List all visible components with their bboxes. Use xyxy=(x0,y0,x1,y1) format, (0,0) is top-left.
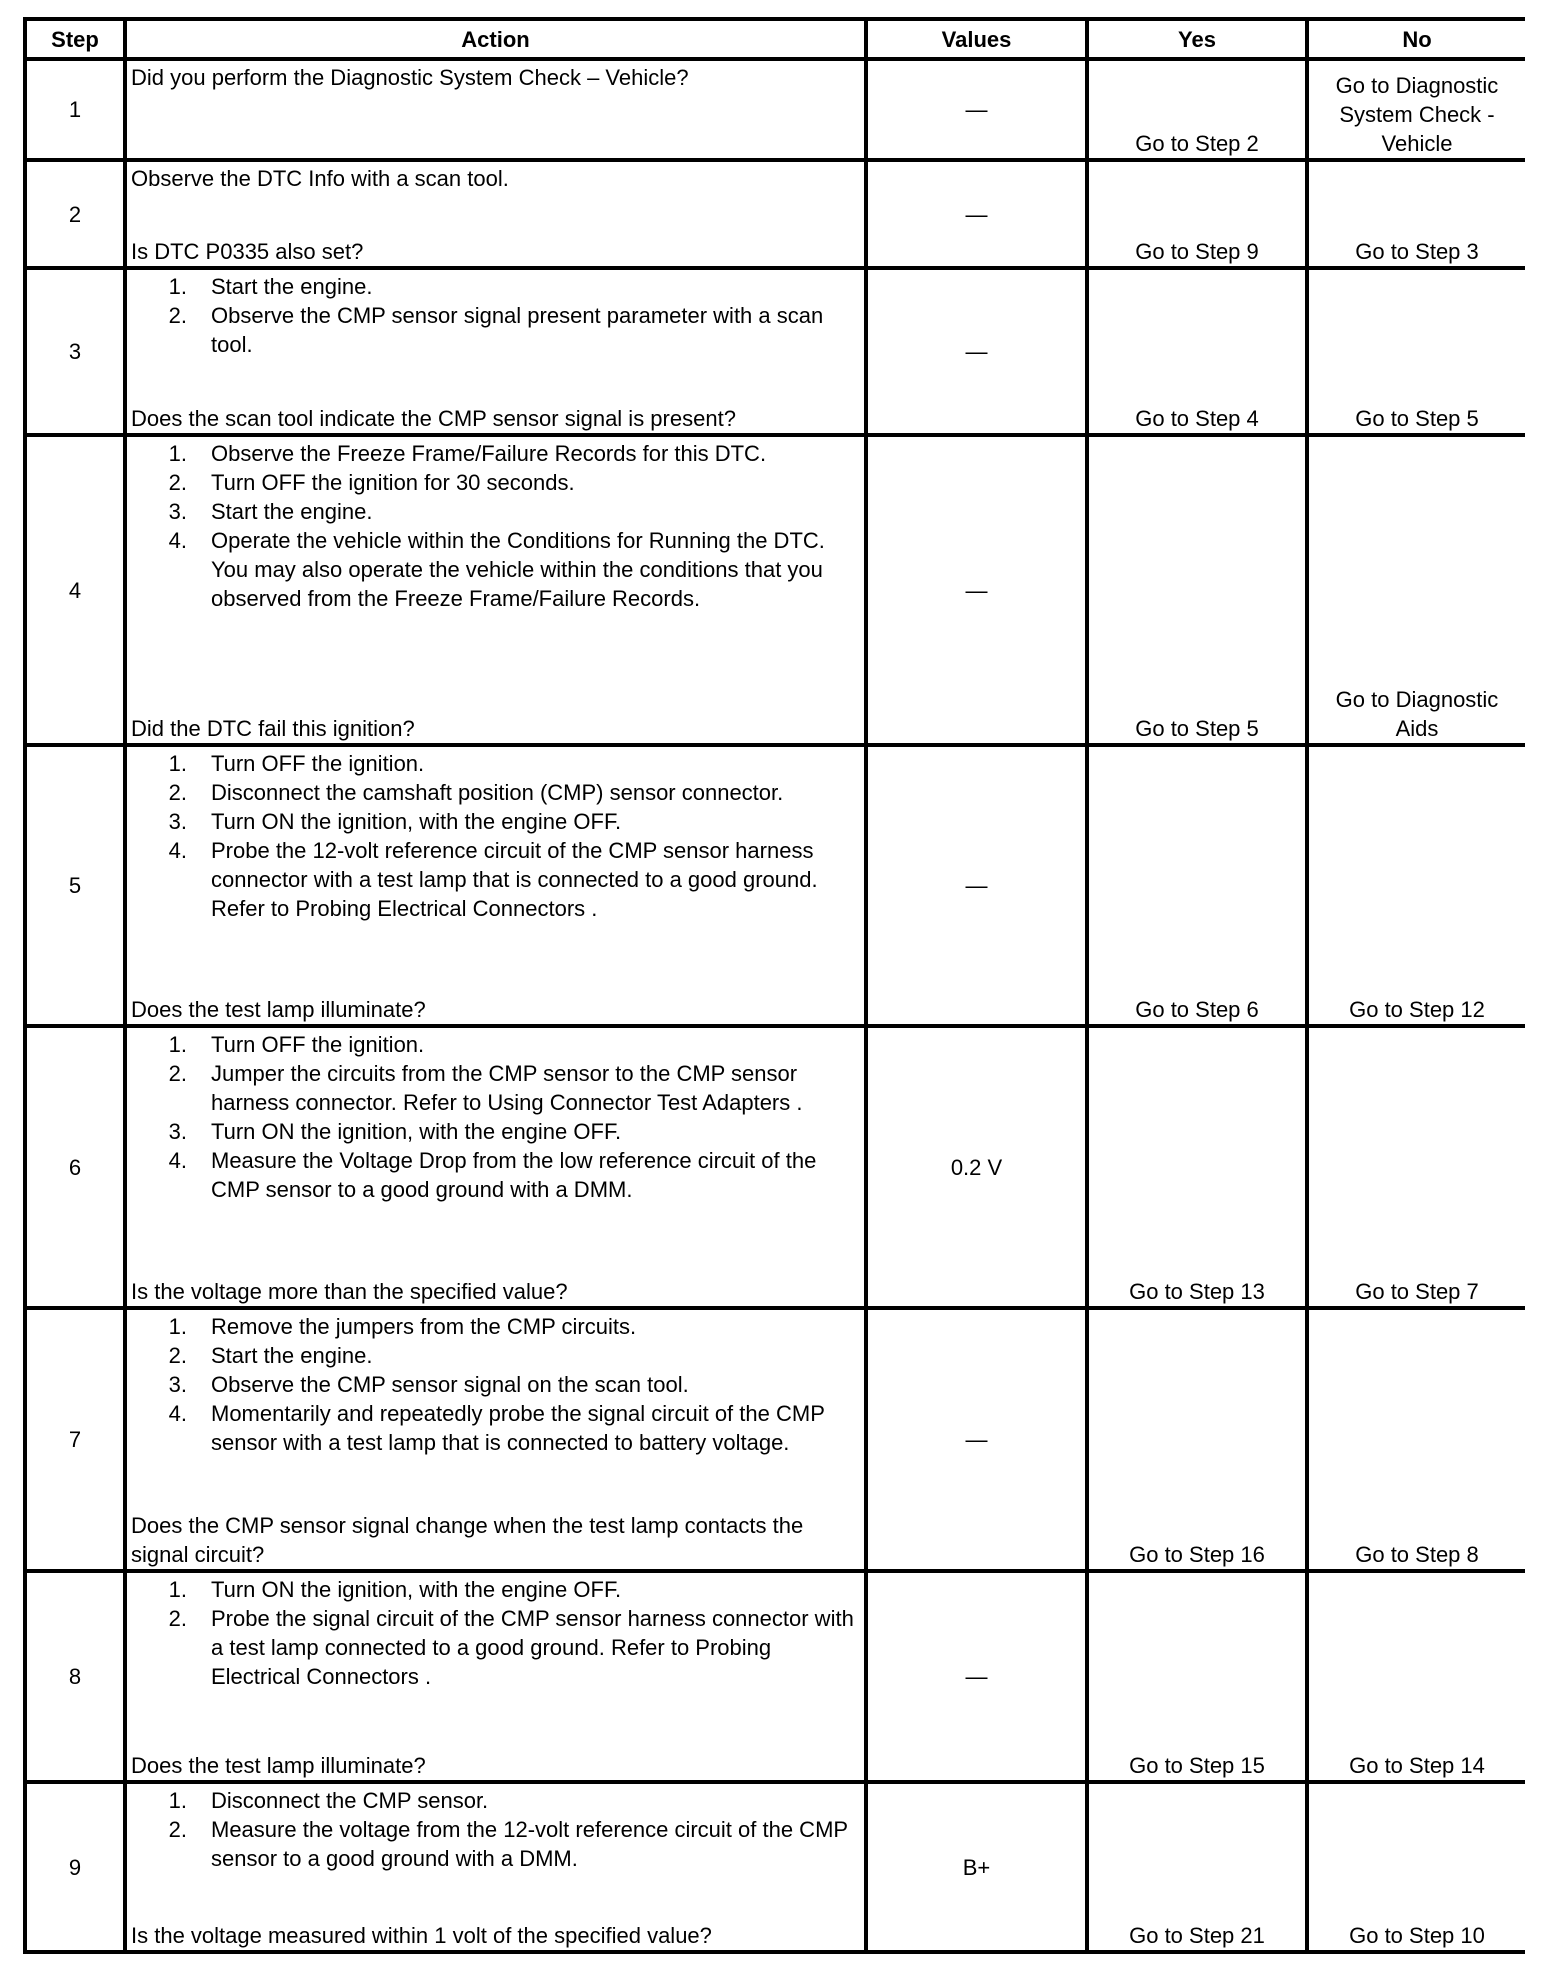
no-result xyxy=(1309,1310,1525,1569)
step-number: 5 xyxy=(27,747,123,1024)
action-steps xyxy=(131,272,860,359)
item-number: 4. xyxy=(168,1401,187,1426)
item-number: 1. xyxy=(168,1788,187,1813)
action-list-item xyxy=(131,468,860,497)
item-text: Start the engine. xyxy=(211,274,373,299)
action-list-item xyxy=(131,439,860,468)
yes-result xyxy=(1089,1028,1305,1306)
action-steps xyxy=(131,439,860,613)
no-result xyxy=(1309,162,1525,266)
item-number: 2. xyxy=(168,303,187,328)
step-number: 1 xyxy=(27,61,123,158)
item-text: Measure the Voltage Drop from the low reference circuit of the CMP sensor to a good ground with a DMM. xyxy=(211,1148,817,1202)
action-steps xyxy=(131,749,860,923)
yes-result xyxy=(1089,162,1305,266)
action-list-item xyxy=(131,497,860,526)
yes-result xyxy=(1089,1784,1305,1950)
item-number: 1. xyxy=(168,751,187,776)
no-link[interactable]: Go to Step 10 xyxy=(1349,1923,1485,1948)
action-list-item xyxy=(131,1117,860,1146)
yes-link[interactable]: Go to Step 5 xyxy=(1135,716,1259,741)
item-text: Operate the vehicle within the Conditions for Running the DTC. You may also operate the vehicle within the conditions that you observed from the Freeze Frame/Failure Records. xyxy=(211,528,825,611)
value-cell: — xyxy=(868,61,1085,158)
item-text: Start the engine. xyxy=(211,499,373,524)
action-question: Is the voltage measured within 1 volt of the specified value? xyxy=(131,1923,712,1948)
item-text: Turn ON the ignition, with the engine OFF. xyxy=(211,1577,622,1602)
no-result xyxy=(1309,61,1525,158)
action-question: Did the DTC fail this ignition? xyxy=(131,716,415,741)
header-action: Action xyxy=(127,21,864,57)
item-text: Disconnect the camshaft position (CMP) sensor connector. xyxy=(211,780,784,805)
no-link[interactable]: Go to Step 3 xyxy=(1355,239,1479,264)
action-question: Does the test lamp illuminate? xyxy=(131,997,426,1022)
item-text: Start the engine. xyxy=(211,1343,373,1368)
no-result xyxy=(1309,1573,1525,1780)
step-number: 2 xyxy=(27,162,123,266)
step-number: 6 xyxy=(27,1028,123,1306)
no-link[interactable]: Go to Diagnostic System Check - Vehicle xyxy=(1335,73,1499,156)
action-intro: Observe the DTC Info with a scan tool. xyxy=(131,166,509,191)
action-cell xyxy=(127,1573,864,1780)
step-number: 4 xyxy=(27,437,123,743)
value-cell: — xyxy=(868,162,1085,266)
action-cell xyxy=(127,1028,864,1306)
action-cell xyxy=(127,1784,864,1950)
item-number: 2. xyxy=(168,470,187,495)
value-cell: — xyxy=(868,270,1085,433)
item-text: Turn OFF the ignition. xyxy=(211,1032,425,1057)
value-cell: — xyxy=(868,747,1085,1024)
no-result xyxy=(1309,747,1525,1024)
item-number: 1. xyxy=(168,1032,187,1057)
yes-result xyxy=(1089,61,1305,158)
no-link[interactable]: Go to Step 7 xyxy=(1355,1279,1479,1304)
item-number: 3. xyxy=(168,809,187,834)
action-steps xyxy=(131,1030,860,1204)
value-cell: 0.2 V xyxy=(868,1028,1085,1306)
item-number: 2. xyxy=(168,780,187,805)
action-list-item xyxy=(131,272,860,301)
yes-result xyxy=(1089,1310,1305,1569)
no-link[interactable]: Go to Step 14 xyxy=(1349,1753,1485,1778)
header-step: Step xyxy=(27,21,123,57)
step-number: 7 xyxy=(27,1310,123,1569)
item-number: 1. xyxy=(168,1577,187,1602)
action-list-item xyxy=(131,749,860,778)
action-cell xyxy=(127,1310,864,1569)
step-number: 3 xyxy=(27,270,123,433)
no-result xyxy=(1309,437,1525,743)
item-text: Probe the signal circuit of the CMP sensor harness connector with a test lamp connected to a good ground. Refer to Probing Electrical Connectors . xyxy=(211,1606,854,1689)
item-number: 2. xyxy=(168,1343,187,1368)
yes-result xyxy=(1089,747,1305,1024)
item-number: 2. xyxy=(168,1061,187,1086)
no-result xyxy=(1309,270,1525,433)
item-number: 4. xyxy=(168,528,187,553)
item-number: 1. xyxy=(168,441,187,466)
action-steps xyxy=(131,63,860,92)
action-question: Does the test lamp illuminate? xyxy=(131,1753,426,1778)
action-list-item xyxy=(131,778,860,807)
action-list-item xyxy=(131,1399,860,1457)
header-values: Values xyxy=(868,21,1085,57)
value-cell: — xyxy=(868,1573,1085,1780)
yes-link[interactable]: Go to Step 9 xyxy=(1135,239,1259,264)
item-text: Turn ON the ignition, with the engine OFF. xyxy=(211,1119,622,1144)
yes-result xyxy=(1089,437,1305,743)
no-result xyxy=(1309,1784,1525,1950)
action-question: Does the CMP sensor signal change when the test lamp contacts the signal circuit? xyxy=(131,1513,804,1567)
action-cell xyxy=(127,162,864,266)
yes-link[interactable]: Go to Step 6 xyxy=(1135,997,1259,1022)
item-text: Jumper the circuits from the CMP sensor to the CMP sensor harness connector. Refer to Using Connector Test Adapters . xyxy=(211,1061,803,1115)
item-number: 4. xyxy=(168,838,187,863)
yes-link[interactable]: Go to Step 2 xyxy=(1135,131,1259,156)
action-list-item xyxy=(131,1146,860,1204)
action-steps xyxy=(131,1312,860,1457)
header-no: No xyxy=(1309,21,1525,57)
no-link[interactable]: Go to Step 8 xyxy=(1355,1542,1479,1567)
action-list-item xyxy=(131,301,860,359)
action-cell xyxy=(127,747,864,1024)
action-list-item xyxy=(131,1786,860,1815)
action-list xyxy=(131,1312,860,1457)
value-cell: — xyxy=(868,437,1085,743)
item-number: 3. xyxy=(168,499,187,524)
action-list xyxy=(131,272,860,359)
yes-result xyxy=(1089,1573,1305,1780)
step-number: 8 xyxy=(27,1573,123,1780)
header-yes: Yes xyxy=(1089,21,1305,57)
value-cell: — xyxy=(868,1310,1085,1569)
diagnostic-table xyxy=(23,17,1525,1954)
item-text: Observe the CMP sensor signal on the scan tool. xyxy=(211,1372,689,1397)
item-number: 2. xyxy=(168,1606,187,1631)
action-list-item xyxy=(131,1312,860,1341)
yes-result xyxy=(1089,270,1305,433)
item-text: Turn OFF the ignition for 30 seconds. xyxy=(211,470,575,495)
action-list xyxy=(131,1786,860,1873)
item-text: Turn ON the ignition, with the engine OFF. xyxy=(211,809,622,834)
item-number: 1. xyxy=(168,1314,187,1339)
item-text: Measure the voltage from the 12-volt reference circuit of the CMP sensor to a good ground with a DMM. xyxy=(211,1817,848,1871)
action-list-item xyxy=(131,1604,860,1691)
item-text: Probe the 12-volt reference circuit of the CMP sensor harness connector with a test lamp that is connected to a good ground. Refer to Probing Electrical Connectors . xyxy=(211,838,818,921)
action-intro: Did you perform the Diagnostic System Check – Vehicle? xyxy=(131,65,689,90)
action-steps xyxy=(131,1786,860,1873)
yes-link[interactable]: Go to Step 13 xyxy=(1129,1279,1265,1304)
yes-link[interactable]: Go to Step 15 xyxy=(1129,1753,1265,1778)
item-number: 3. xyxy=(168,1119,187,1144)
action-list-item xyxy=(131,1370,860,1399)
action-list-item xyxy=(131,1059,860,1117)
item-text: Momentarily and repeatedly probe the signal circuit of the CMP sensor with a test lamp that is connected to battery voltage. xyxy=(211,1401,825,1455)
action-list-item xyxy=(131,1341,860,1370)
action-list-item xyxy=(131,1030,860,1059)
item-text: Turn OFF the ignition. xyxy=(211,751,425,776)
item-number: 4. xyxy=(168,1148,187,1173)
no-link[interactable]: Go to Step 12 xyxy=(1349,997,1485,1022)
action-list-item xyxy=(131,1815,860,1873)
item-text: Observe the CMP sensor signal present parameter with a scan tool. xyxy=(211,303,824,357)
step-number: 9 xyxy=(27,1784,123,1950)
item-number: 3. xyxy=(168,1372,187,1397)
action-list xyxy=(131,439,860,613)
action-list-item xyxy=(131,1575,860,1604)
action-cell xyxy=(127,61,864,158)
yes-link[interactable]: Go to Step 16 xyxy=(1129,1542,1265,1567)
action-steps xyxy=(131,1575,860,1691)
action-question: Is DTC P0335 also set? xyxy=(131,239,364,264)
no-result xyxy=(1309,1028,1525,1306)
action-list xyxy=(131,1030,860,1204)
yes-link[interactable]: Go to Step 21 xyxy=(1129,1923,1265,1948)
item-text: Remove the jumpers from the CMP circuits. xyxy=(211,1314,637,1339)
action-list xyxy=(131,749,860,923)
action-cell xyxy=(127,437,864,743)
action-question: Does the scan tool indicate the CMP sensor signal is present? xyxy=(131,406,736,431)
action-question: Is the voltage more than the specified value? xyxy=(131,1279,568,1304)
action-steps xyxy=(131,164,860,193)
yes-link[interactable]: Go to Step 4 xyxy=(1135,406,1259,431)
item-number: 2. xyxy=(168,1817,187,1842)
no-link[interactable]: Go to Step 5 xyxy=(1355,406,1479,431)
action-list xyxy=(131,1575,860,1691)
item-text: Observe the Freeze Frame/Failure Records for this DTC. xyxy=(211,441,767,466)
action-list-item xyxy=(131,836,860,923)
action-list-item xyxy=(131,526,860,613)
action-list-item xyxy=(131,807,860,836)
action-cell xyxy=(127,270,864,433)
value-cell: B+ xyxy=(868,1784,1085,1950)
no-link[interactable]: Go to Diagnostic Aids xyxy=(1335,687,1499,741)
item-text: Disconnect the CMP sensor. xyxy=(211,1788,489,1813)
item-number: 1. xyxy=(168,274,187,299)
